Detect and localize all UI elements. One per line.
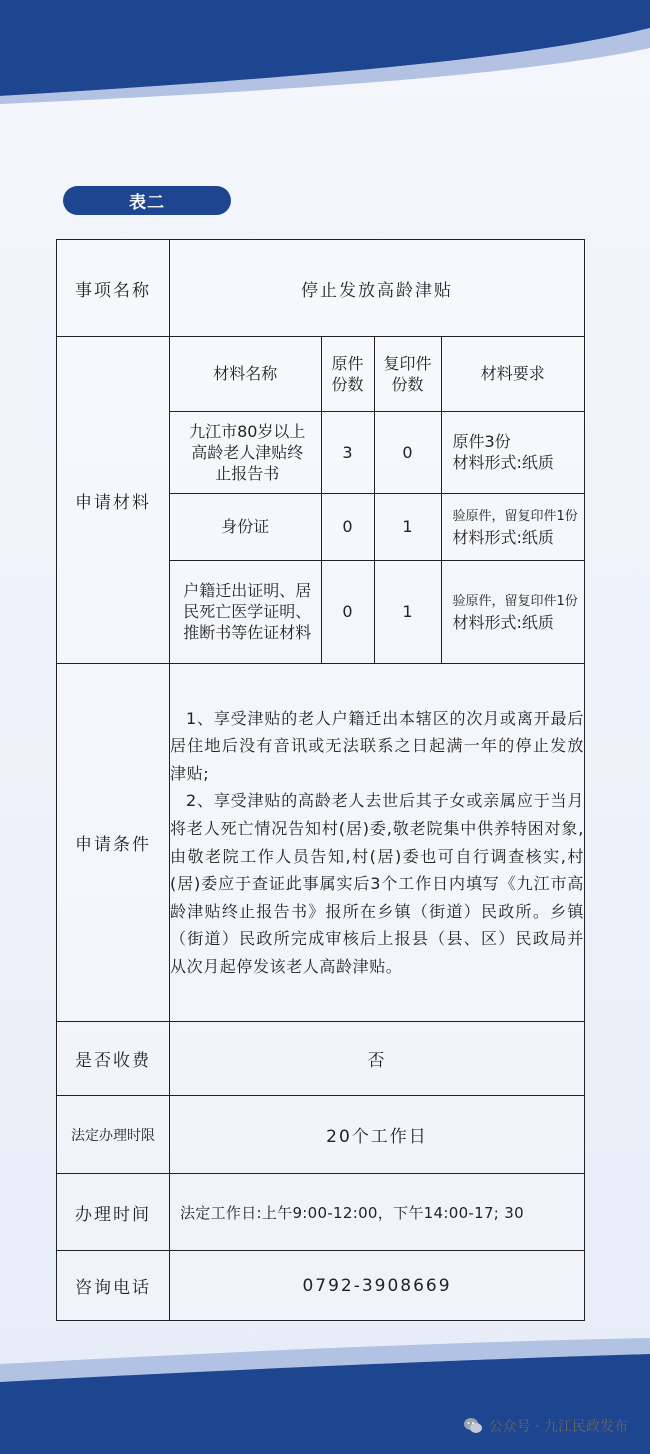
materials-header xyxy=(170,337,584,411)
section-label: 表二 xyxy=(63,186,231,215)
material-original: 3 xyxy=(321,411,374,493)
material-name: 身份证 xyxy=(170,493,321,560)
fee-value: 否 xyxy=(170,1022,585,1096)
requirement-line-1: 原件3份 xyxy=(452,432,511,451)
material-requirement xyxy=(441,411,584,493)
row-phone xyxy=(57,1251,585,1321)
footer-text: 公众号 · 九江民政发布 xyxy=(488,1419,628,1435)
header-original-count: 原件份数 xyxy=(321,337,374,411)
condition-paragraph-2: 2、享受津贴的高龄老人去世后其子女或亲属应于当月将老人死亡情况告知村(居)委,敬老院集中供养特困对象,由敬老院工作人员告知,村(居)委也可自行调查核实,村(居)委应于查证此事属实后3个工作日内填写《九江市高龄津贴终止报告书》报所在乡镇（街道）民政所。乡镇（街道）民政所完成审核后上报县（县、区）民政局并从次月起停发该老人高龄津贴。 xyxy=(170,791,584,976)
material-copy: 1 xyxy=(374,560,441,663)
row-hours xyxy=(57,1174,585,1251)
hours-value: 法定工作日:上午9:00-12:00，下午14:00-17; 30 xyxy=(170,1174,585,1251)
row-time-limit xyxy=(57,1096,585,1174)
fee-label: 是否收费 xyxy=(57,1022,170,1096)
materials-cell xyxy=(170,337,585,664)
wechat-icon xyxy=(463,1416,483,1436)
material-row xyxy=(170,411,584,493)
bottom-wave-decoration xyxy=(0,1334,650,1454)
materials-table xyxy=(170,337,584,663)
requirement-line-2: 材料形式:纸质 xyxy=(452,453,554,472)
material-original: 0 xyxy=(321,493,374,560)
material-original: 0 xyxy=(321,560,374,663)
material-name: 户籍迁出证明、居民死亡医学证明、推断书等佐证材料 xyxy=(170,560,321,663)
row-conditions xyxy=(57,664,585,1022)
header-requirement: 材料要求 xyxy=(441,337,584,411)
item-name-value: 停止发放高龄津贴 xyxy=(170,240,585,337)
material-name: 九江市80岁以上高龄老人津贴终止报告书 xyxy=(170,411,321,493)
phone-label: 咨询电话 xyxy=(57,1251,170,1321)
requirement-line-1: 验原件，留复印件1份 xyxy=(452,508,578,524)
material-requirement xyxy=(441,493,584,560)
row-materials xyxy=(57,337,585,664)
requirement-line-2: 材料形式:纸质 xyxy=(452,612,554,632)
time-limit-label: 法定办理时限 xyxy=(57,1096,170,1174)
header-material-name: 材料名称 xyxy=(170,337,321,411)
material-copy: 0 xyxy=(374,411,441,493)
conditions-label: 申请条件 xyxy=(57,664,170,1022)
material-row xyxy=(170,560,584,663)
conditions-text xyxy=(170,664,585,1022)
info-table xyxy=(56,239,585,1321)
hours-label: 办理时间 xyxy=(57,1174,170,1251)
material-copy: 1 xyxy=(374,493,441,560)
material-row xyxy=(170,493,584,560)
row-item-name xyxy=(57,240,585,337)
condition-paragraph-1: 1、享受津贴的老人户籍迁出本辖区的次月或离开最后居住地后没有音讯或无法联系之日起满一年的停止发放津贴; xyxy=(170,708,584,783)
phone-value: 0792-3908669 xyxy=(170,1251,585,1321)
top-wave-decoration xyxy=(0,0,650,110)
material-requirement xyxy=(441,560,584,663)
requirement-line-1: 验原件，留复印件1份 xyxy=(452,593,578,609)
materials-label: 申请材料 xyxy=(57,337,170,664)
row-fee xyxy=(57,1022,585,1096)
item-name-label: 事项名称 xyxy=(57,240,170,337)
requirement-line-2: 材料形式:纸质 xyxy=(452,527,554,547)
footer-attribution xyxy=(463,1416,628,1436)
time-limit-value: 20个工作日 xyxy=(170,1096,585,1174)
header-copy-count: 复印件份数 xyxy=(374,337,441,411)
